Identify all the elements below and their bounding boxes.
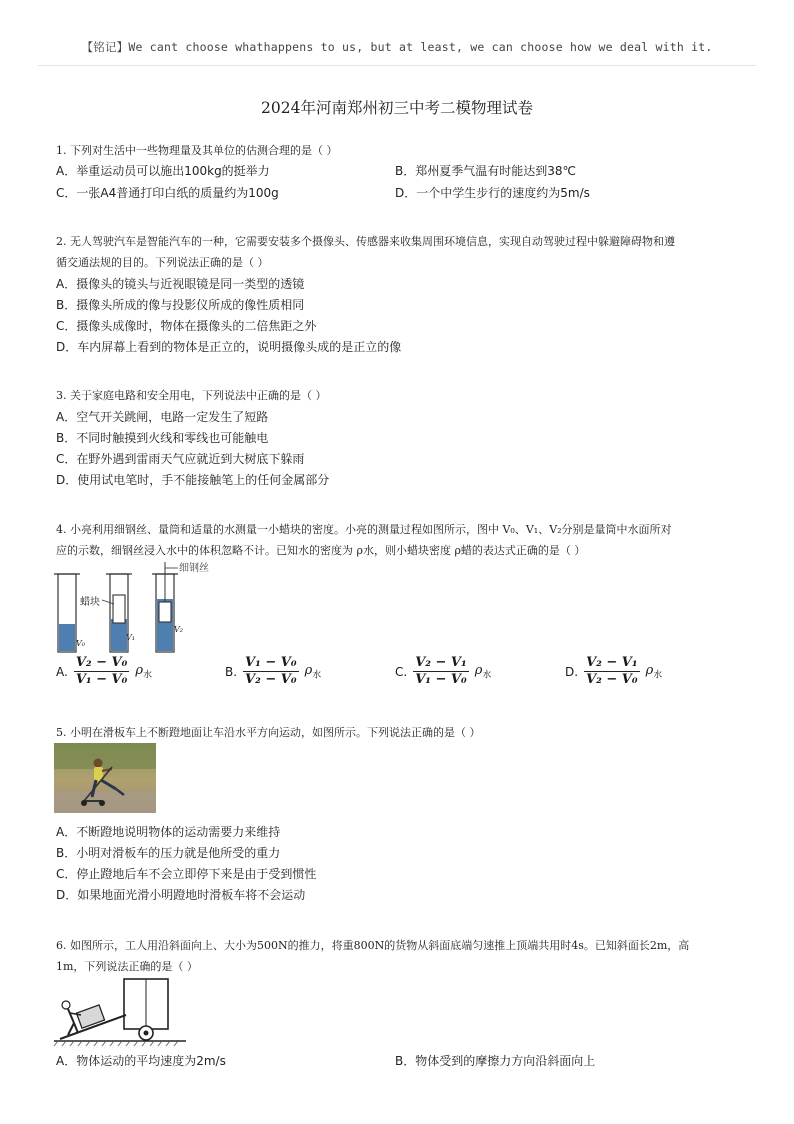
header-divider bbox=[38, 65, 756, 66]
question-3-option-c: C．在野外遇到雷雨天气应就近到大树底下躲雨 bbox=[56, 452, 305, 466]
question-4-option-d bbox=[565, 655, 662, 688]
question-5-option-a: A．不断蹬地说明物体的运动需要力来维持 bbox=[56, 825, 281, 839]
question-6-stem-line2: 1m，下列说法正确的是（ ） bbox=[56, 960, 198, 973]
question-4-stem-line2: 应的示数，细钢丝浸入水中的体积忽略不计。已知水的密度为 ρ水，则小蜡块密度 ρ蜡的表达式正确的是（ ） bbox=[56, 544, 586, 557]
question-2-stem-line2: 循交通法规的目的。下列说法正确的是（ ） bbox=[56, 256, 269, 269]
cylinder-v1 bbox=[80, 574, 135, 652]
fraction: $\frac{\text{V₂ − V₀}}{\text{V₁ − V₀}}$ bbox=[75, 655, 128, 687]
rho-symbol: $\rho_水$ bbox=[304, 662, 322, 681]
option-letter: A. bbox=[56, 664, 68, 679]
question-6-option-b: B．物体受到的摩擦力方向沿斜面向上 bbox=[395, 1054, 596, 1068]
label-v1: V₁ bbox=[126, 633, 135, 642]
question-4-option-c bbox=[395, 655, 491, 688]
label-v2: V₂ bbox=[174, 625, 183, 634]
cylinder-v0 bbox=[54, 574, 86, 652]
option-letter: C. bbox=[395, 664, 408, 679]
question-6-option-a: A．物体运动的平均速度为2m/s bbox=[56, 1054, 226, 1068]
question-3-option-a: A．空气开关跳闸，电路一定发生了短路 bbox=[56, 410, 269, 424]
label-wax: 蜡块 bbox=[80, 597, 100, 608]
question-2-option-c: C．摄像头成像时，物体在摄像头的二倍焦距之外 bbox=[56, 319, 317, 333]
question-3-stem: 3. 关于家庭电路和安全用电，下列说法中正确的是（ ） bbox=[56, 389, 327, 402]
question-3-option-d: D．使用试电笔时，手不能接触笔上的任何金属部分 bbox=[56, 473, 330, 487]
cylinder-v2 bbox=[152, 561, 209, 652]
question-4-stem-line1: 4. 小亮利用细钢丝、量筒和适量的水测量一小蜡块的密度。小亮的测量过程如图所示，图中 V₀、V₁、V₂分别是量筒中水面所对 bbox=[56, 523, 672, 536]
question-5-option-c: C．停止蹬地后车不会立即停下来是由于受到惯性 bbox=[56, 867, 317, 881]
question-3-option-b: B．不同时触摸到火线和零线也可能触电 bbox=[56, 431, 269, 445]
question-2-option-a: A．摄像头的镜头与近视眼镜是同一类型的透镜 bbox=[56, 277, 305, 291]
fraction: $\frac{\text{V₂ − V₁}}{\text{V₂ − V₀}}$ bbox=[586, 655, 638, 687]
question-2-stem-line1: 2. 无人驾驶汽车是智能汽车的一种，它需要安装多个摄像头、传感器来收集周围环境信息，实现自动驾驶过程中躲避障碍物和遵 bbox=[56, 235, 675, 248]
rho-symbol: $\rho_水$ bbox=[645, 662, 663, 681]
rho-symbol: $\rho_水$ bbox=[474, 662, 492, 681]
label-wire: 细钢丝 bbox=[179, 563, 209, 574]
question-6-stem-line1: 6. 如图所示，工人用沿斜面向上、大小为500N的推力，将重800N的货物从斜面底端匀速推上顶端共用时4s。已知斜面长2m，高 bbox=[56, 939, 690, 952]
question-2-option-d: D．车内屏幕上看到的物体是正立的，说明摄像头成的是正立的像 bbox=[56, 340, 402, 354]
question-1-option-a: A．举重运动员可以施出100kg的挺举力 bbox=[56, 164, 270, 178]
option-letter: B. bbox=[225, 664, 238, 679]
question-5-option-d: D．如果地面光滑小明蹬地时滑板车将不会运动 bbox=[56, 888, 306, 902]
fraction: $\frac{\text{V₁ − V₀}}{\text{V₂ − V₀}}$ bbox=[245, 655, 297, 687]
question-4-option-b bbox=[225, 655, 321, 688]
question-5-stem: 5. 小明在滑板车上不断蹬地面让车沿水平方向运动，如图所示。下列说法正确的是（ ） bbox=[56, 726, 481, 739]
rho-symbol: $\rho_水$ bbox=[135, 662, 152, 681]
fraction: $\frac{\text{V₂ − V₁}}{\text{V₁ − V₀}}$ bbox=[415, 655, 467, 687]
header-motto: 【铭记】We cant choose whathappens to us, but at least, we can choose how we deal with it. bbox=[81, 40, 713, 54]
question-2-option-b: B．摄像头所成的像与投影仪所成的像性质相同 bbox=[56, 298, 305, 312]
question-1-option-c: C．一张A4普通打印白纸的质量约为100g bbox=[56, 186, 279, 200]
question-5-option-b: B．小明对滑板车的压力就是他所受的重力 bbox=[56, 846, 281, 860]
question-4-option-a bbox=[56, 655, 152, 688]
ramp-truck-figure bbox=[54, 975, 186, 1047]
page-title: 2024年河南郑州初三中考二模物理试卷 bbox=[261, 99, 533, 117]
question-1-option-b: B．郑州夏季气温有时能达到38℃ bbox=[395, 164, 576, 178]
option-letter: D. bbox=[565, 664, 579, 679]
scooter-photo bbox=[54, 743, 156, 813]
question-1-option-d: D．一个中学生步行的速度约为5m/s bbox=[395, 186, 590, 200]
label-v0: V₀ bbox=[76, 639, 85, 648]
measuring-cylinder-figure bbox=[52, 560, 222, 660]
question-1-stem: 1. 下列对生活中一些物理量及其单位的估测合理的是（ ） bbox=[56, 144, 338, 157]
